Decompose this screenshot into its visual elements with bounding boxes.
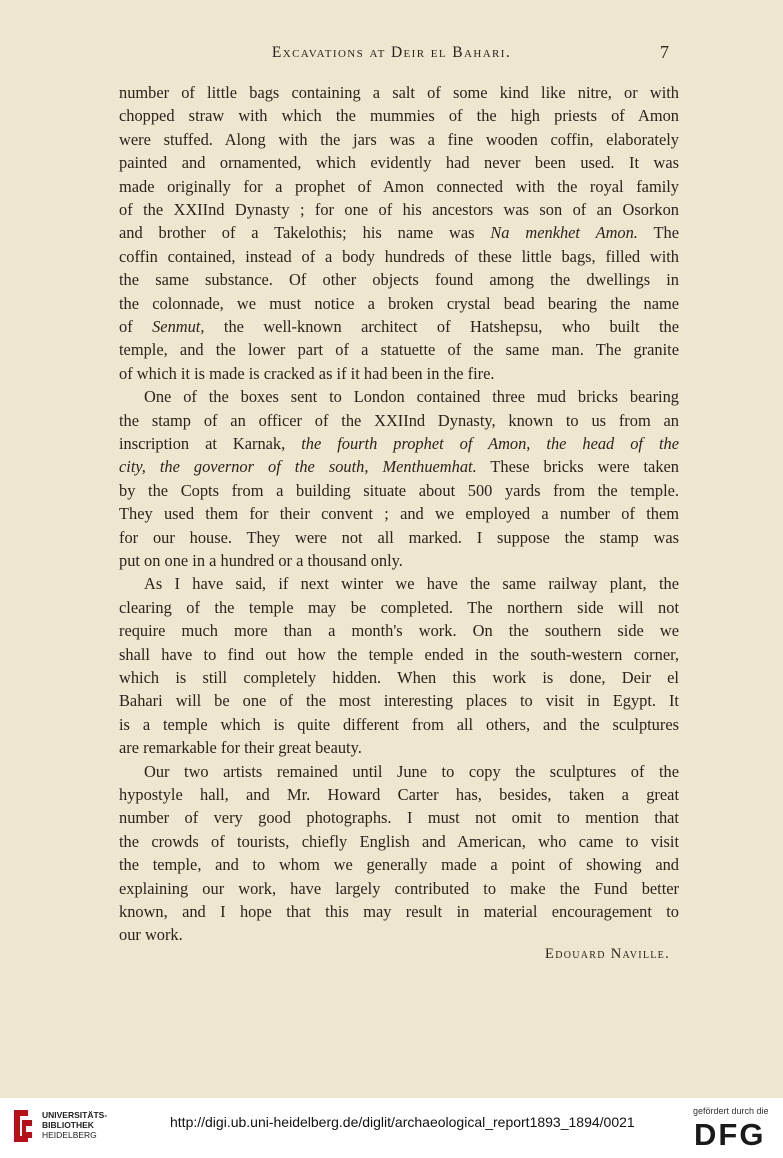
text-line: number of little bags containing a salt of some kind like nitre, or with: [119, 83, 679, 102]
text-line: made originally for a prophet of Amon connected with the royal family: [119, 176, 679, 196]
funding-caption: gefördert durch die: [693, 1106, 769, 1116]
text-line: of the XXIInd Dynasty ; for one of his ancestors was son of an Osorkon: [119, 200, 679, 219]
text-line: of which it is made is cracked as if it had been in the fire.: [119, 363, 495, 383]
university-library-name: [42, 1110, 107, 1140]
text-line: painted and ornamented, which evidently had never been used. It was: [119, 153, 679, 173]
text-line: shall have to find out how the temple ended in the south-western corner,: [119, 644, 679, 664]
library-name-line-1: UNIVERSITÄTS-: [42, 1110, 108, 1120]
text-line: As I have said, if next winter we have the same railway plant, the: [144, 574, 679, 594]
text-line: the temple, and to whom we generally made a point of showing and: [119, 855, 679, 875]
text-line: the stamp of an officer of the XXIInd Dynasty, known to us from an: [119, 410, 679, 430]
text-line: the colonnade, we must notice a broken crystal bead bearing the name: [119, 293, 679, 313]
footer-bar: [0, 1098, 783, 1158]
author-signature: Edouard Naville.: [545, 946, 670, 962]
text-line: coffin contained, instead of a body hundreds of these little bags, filled with: [119, 246, 679, 266]
text-line: chopped straw with which the mummies of the high priests of Amon: [119, 106, 679, 126]
text-line: inscription at Karnak, the fourth prophet of Amon, the head of the: [119, 434, 679, 453]
text-line: put on one in a hundred or a thousand only.: [119, 551, 403, 570]
running-head: Excavations at Deir el Bahari.: [271, 44, 512, 61]
text-line: hypostyle hall, and Mr. Howard Carter has, besides, taken a great: [119, 785, 679, 804]
text-line: the same substance. Of other objects found among the dwellings in: [119, 270, 679, 290]
text-line: by the Copts from a building situate about 500 yards from the temple.: [119, 480, 679, 500]
library-city: HEIDELBERG: [42, 1130, 97, 1140]
text-line: city, the governor of the south, Menthuemhat. These bricks were taken: [119, 457, 679, 477]
text-line: One of the boxes sent to London contained three mud bricks bearing: [144, 387, 679, 407]
text-line: clearing of the temple may be completed. The northern side will not: [119, 597, 679, 617]
permalink-url[interactable]: http://digi.ub.uni-heidelberg.de/diglit/archaeological_report1893_1894/0021: [170, 1114, 635, 1130]
text-line: known, and I hope that this may result in material encouragement to: [119, 902, 679, 921]
text-line: require much more than a month's work. On the southern side we: [119, 621, 679, 641]
text-line: explaining our work, have largely contributed to make the Fund better: [119, 878, 679, 898]
text-line: are remarkable for their great beauty.: [119, 738, 362, 758]
library-name-line-2: BIBLIOTHEK: [42, 1120, 94, 1130]
text-line: They used them for their convent ; and we employed a number of them: [119, 504, 679, 524]
text-line: temple, and the lower part of a statuette of the same man. The granite: [119, 340, 679, 360]
text-line: Bahari will be one of the most interesting places to visit in Egypt. It: [119, 691, 679, 711]
text-line: is a temple which is quite different from all others, and the sculptures: [119, 714, 679, 734]
page-number: 7: [660, 42, 669, 62]
text-line: the crowds of tourists, chiefly English and American, who came to visit: [119, 831, 679, 851]
text-line: of Senmut, the well-known architect of Hatshepsu, who built the: [119, 317, 679, 336]
text-line: and brother of a Takelothis; his name was Na menkhet Amon. The: [119, 223, 679, 243]
text-line: our work.: [119, 925, 183, 945]
text-line: were stuffed. Along with the jars was a fine wooden coffin, elaborately: [119, 129, 679, 149]
text-line: Our two artists remained until June to copy the sculptures of the: [144, 761, 679, 781]
university-library-logo-icon: [10, 1106, 36, 1146]
text-line: number of very good photographs. I must not omit to mention that: [119, 808, 679, 828]
text-line: for our house. They were not all marked. I suppose the stamp was: [119, 527, 679, 547]
dfg-logo: DFG: [694, 1117, 766, 1152]
text-line: which is still completely hidden. When this work is done, Deir el: [119, 668, 679, 687]
